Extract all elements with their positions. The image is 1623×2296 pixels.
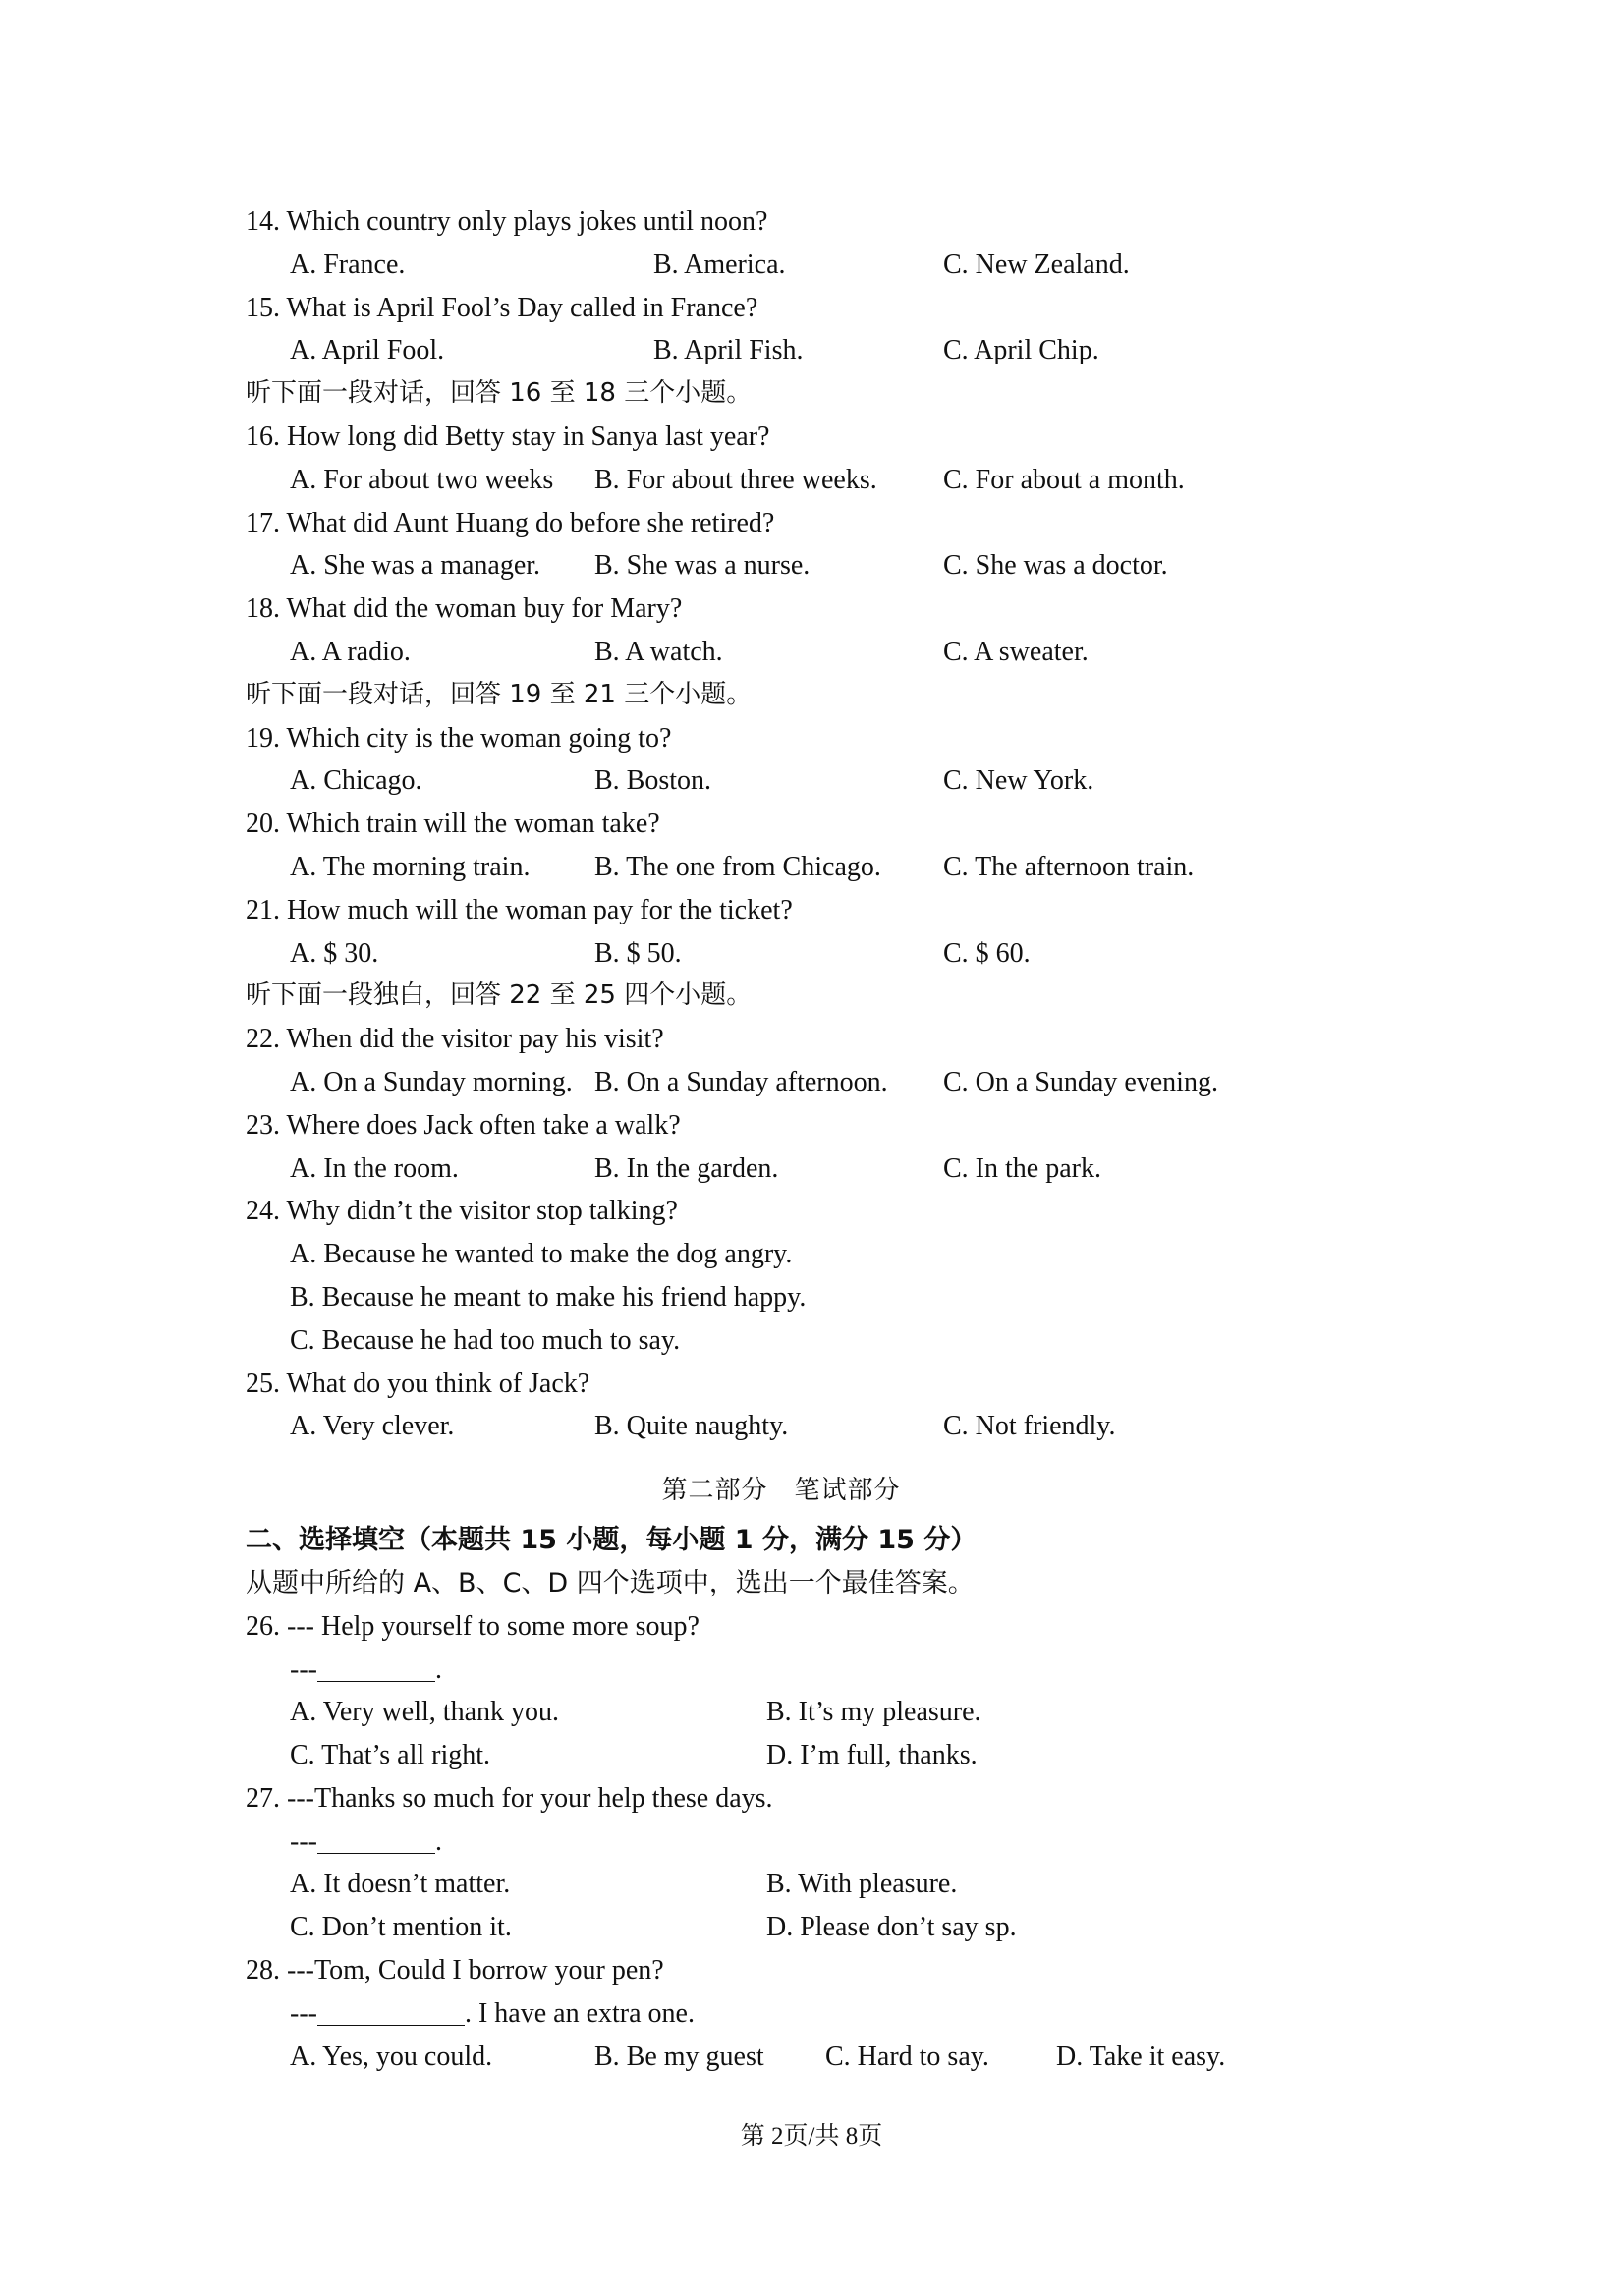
option-c: C. She was a doctor. (943, 550, 1168, 582)
option-d: D. I’m full, thanks. (766, 1740, 978, 1771)
option-b: B. Quite naughty. (594, 1411, 789, 1442)
answer-suffix: . I have an extra one. (464, 1997, 695, 2029)
option-a: A. Very well, thank you. (290, 1697, 559, 1728)
question-stem: 15. What is April Fool’s Day called in France? (246, 292, 758, 323)
option-b: B. For about three weeks. (594, 464, 877, 495)
listening-note: 听下面一段对话，回答 16 至 18 三个小题。 (246, 378, 753, 409)
option-d: D. Please don’t say sp. (766, 1912, 1017, 1943)
option-c: C. The afternoon train. (943, 851, 1195, 882)
options-row (246, 1734, 1425, 1777)
options-row (246, 1863, 1425, 1906)
question-stem: 26. --- Help yourself to some more soup? (246, 1610, 700, 1642)
question-stem: 14. Which country only plays jokes until noon? (246, 206, 768, 237)
option-b: B. Because he meant to make his friend happy. (290, 1281, 807, 1313)
option-a: A. Because he wanted to make the dog angry. (290, 1239, 793, 1270)
option-b: B. She was a nurse. (594, 550, 811, 582)
question-stem: 19. Which city is the woman going to? (246, 722, 672, 754)
options-row (246, 1906, 1425, 1949)
page-content (246, 200, 1425, 2078)
option-b: B. $ 50. (594, 937, 682, 969)
options-row (246, 1691, 1425, 1734)
options-row (246, 932, 1425, 976)
option-b: B. The one from Chicago. (594, 851, 881, 882)
question-stem: 21. How much will the woman pay for the ticket? (246, 894, 793, 925)
listening-note: 听下面一段对话，回答 19 至 21 三个小题。 (246, 679, 753, 709)
option-a: A. Yes, you could. (290, 2041, 493, 2072)
answer-prefix: --- (290, 1825, 317, 1857)
answer-blank (317, 1995, 465, 2026)
option-a: A. $ 30. (290, 937, 379, 969)
question-stem: 23. Where does Jack often take a walk? (246, 1109, 681, 1141)
option-a: A. The morning train. (290, 851, 531, 882)
option-a: A. On a Sunday morning. (290, 1066, 573, 1097)
options-row (246, 544, 1425, 588)
answer-blank-line (246, 1820, 1425, 1864)
options-row (246, 2036, 1425, 2079)
answer-prefix: --- (290, 1997, 317, 2029)
option-b: B. Be my guest (594, 2041, 764, 2072)
option-b: B. In the garden. (594, 1152, 779, 1184)
option-b: B. America. (653, 249, 786, 280)
answer-suffix: . (434, 1825, 442, 1857)
options-row (246, 1061, 1425, 1104)
answer-blank (317, 1652, 435, 1682)
answer-blank (317, 1823, 435, 1854)
option-a: A. Very clever. (290, 1411, 455, 1442)
answer-suffix: . (434, 1653, 442, 1685)
options-row (246, 329, 1425, 372)
option-b: B. On a Sunday afternoon. (594, 1066, 888, 1097)
option-c: C. $ 60. (943, 937, 1031, 969)
options-row (246, 459, 1425, 502)
option-b: B. It’s my pleasure. (766, 1697, 981, 1728)
listening-note: 听下面一段独白，回答 22 至 25 四个小题。 (246, 980, 753, 1011)
option-c: C. A sweater. (943, 636, 1089, 667)
option-b: B. April Fish. (653, 335, 804, 366)
option-a: A. In the room. (290, 1152, 459, 1184)
option-c: C. New York. (943, 765, 1094, 797)
option-c: C. Because he had too much to say. (290, 1324, 681, 1356)
question-stem: 17. What did Aunt Huang do before she retired? (246, 507, 775, 538)
page-footer: 第 2页/共 8页 (740, 2123, 883, 2150)
option-a: A. A radio. (290, 636, 411, 667)
option-c: C. Hard to say. (825, 2041, 989, 2072)
option-a: A. It doesn’t matter. (290, 1869, 511, 1900)
part-title: 第二部分 笔试部分 (661, 1476, 901, 1506)
section-instruction: 从题中所给的 A、B、C、D 四个选项中，选出一个最佳答案。 (246, 1567, 975, 1598)
answer-blank-line (246, 1992, 1425, 2036)
option-b: B. A watch. (594, 636, 723, 667)
section-heading: 二、选择填空（本题共 15 小题，每小题 1 分，满分 15 分） (246, 1525, 978, 1556)
question-stem: 25. What do you think of Jack? (246, 1368, 590, 1399)
option-b: B. Boston. (594, 765, 712, 797)
options-row (246, 846, 1425, 889)
option-a: A. She was a manager. (290, 550, 541, 582)
options-row (246, 759, 1425, 803)
option-c: C. Not friendly. (943, 1411, 1116, 1442)
option-a: A. Chicago. (290, 765, 422, 797)
options-row (246, 631, 1425, 674)
question-stem: 28. ---Tom, Could I borrow your pen? (246, 1955, 664, 1987)
option-a: A. For about two weeks (290, 464, 554, 495)
option-c: C. April Chip. (943, 335, 1099, 366)
question-stem: 18. What did the woman buy for Mary? (246, 593, 683, 625)
option-c: C. In the park. (943, 1152, 1101, 1184)
option-c: C. On a Sunday evening. (943, 1066, 1218, 1097)
options-row (246, 1405, 1425, 1448)
answer-prefix: --- (290, 1653, 317, 1685)
question-stem: 20. Which train will the woman take? (246, 809, 660, 840)
option-c: C. For about a month. (943, 464, 1185, 495)
option-c: C. That’s all right. (290, 1740, 491, 1771)
option-c: C. Don’t mention it. (290, 1912, 512, 1943)
question-stem: 24. Why didn’t the visitor stop talking? (246, 1196, 678, 1227)
question-stem: 27. ---Thanks so much for your help these days. (246, 1782, 773, 1814)
question-stem: 16. How long did Betty stay in Sanya last year? (246, 420, 770, 452)
option-a: A. April Fool. (290, 335, 445, 366)
option-c: C. New Zealand. (943, 249, 1130, 280)
option-a: A. France. (290, 249, 406, 280)
answer-blank-line (246, 1649, 1425, 1692)
option-d: D. Take it easy. (1056, 2041, 1226, 2072)
question-stem: 22. When did the visitor pay his visit? (246, 1024, 664, 1055)
options-row (246, 244, 1425, 287)
options-row (246, 1148, 1425, 1191)
option-b: B. With pleasure. (766, 1869, 958, 1900)
